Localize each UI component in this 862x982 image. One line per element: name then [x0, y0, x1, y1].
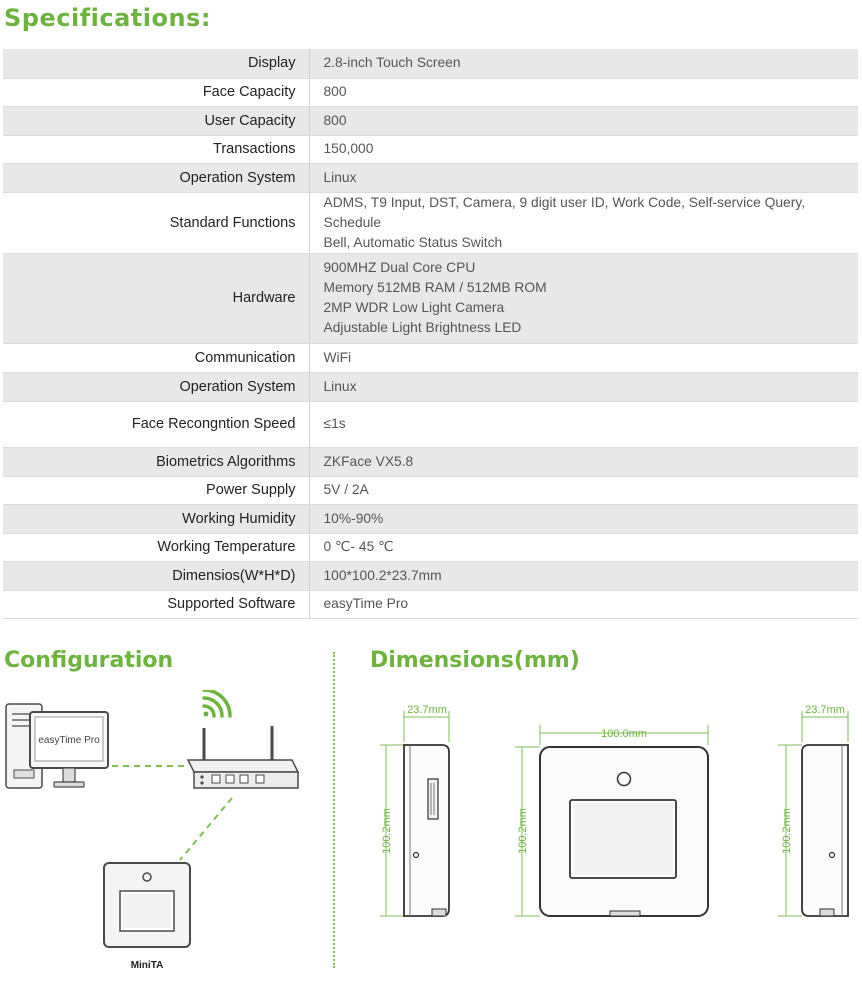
spec-value-line: Linux: [323, 378, 357, 394]
spec-value-line: Adjustable Light Brightness LED: [323, 320, 522, 335]
spec-row: [3, 590, 858, 618]
spec-label: User Capacity: [3, 106, 309, 135]
spec-value: [309, 163, 858, 192]
spec-value: [309, 372, 858, 401]
spec-value-line: 100*100.2*23.7mm: [323, 567, 442, 583]
monitor-software-label: easyTime Pro: [38, 735, 100, 746]
spec-row: [3, 343, 858, 372]
dimensions-diagram: [370, 695, 860, 935]
spec-label: Biometrics Algorithms: [3, 447, 309, 476]
spec-value: [309, 253, 858, 343]
side-view-left: [404, 745, 449, 916]
spec-value-line: 150,000: [323, 141, 374, 156]
spec-label: Face Capacity: [3, 78, 309, 106]
spec-row: [3, 49, 858, 78]
spec-value: [309, 476, 858, 504]
spec-value: [309, 192, 858, 253]
spec-value-line: Memory 512MB RAM / 512MB ROM: [323, 280, 547, 295]
spec-value: [309, 78, 858, 106]
spec-row: [3, 476, 858, 504]
dimensions-heading: Dimensions(mm): [370, 648, 580, 673]
spec-value-line: easyTime Pro: [323, 596, 409, 611]
spec-label: Communication: [3, 343, 309, 372]
section-divider: [333, 652, 335, 968]
spec-value-line: 800: [323, 84, 347, 99]
spec-row: [3, 106, 858, 135]
spec-value-line: 2.8-inch Touch Screen: [323, 55, 461, 71]
router-icon: [188, 726, 298, 788]
spec-value-line: 900MHZ Dual Core CPU: [323, 260, 476, 275]
spec-value-line: 10%-90%: [323, 510, 384, 526]
spec-value: [309, 533, 858, 561]
configuration-diagram: [0, 690, 330, 980]
spec-row: [3, 253, 858, 343]
spec-value: [309, 135, 858, 163]
spec-label: Dimensios(W*H*D): [3, 561, 309, 590]
spec-row: [3, 192, 858, 253]
spec-value: [309, 504, 858, 533]
spec-value-line: 800: [323, 112, 347, 128]
spec-value: [309, 401, 858, 447]
spec-row: [3, 401, 858, 447]
specifications-table: [3, 49, 858, 619]
spec-row: [3, 447, 858, 476]
height-front-label: 100.2mm: [517, 808, 529, 854]
spec-value: [309, 561, 858, 590]
spec-row: [3, 504, 858, 533]
spec-value-line: Bell, Automatic Status Switch: [323, 234, 503, 250]
spec-value-line: ADMS, T9 Input, DST, Camera, 9 digit user ID, Work Code, Self-service Query, Schedule: [323, 194, 806, 230]
spec-label: Operation System: [3, 372, 309, 401]
spec-row: [3, 533, 858, 561]
spec-label: Standard Functions: [3, 192, 309, 253]
device-label: MiniTA: [130, 960, 164, 971]
spec-label: Transactions: [3, 135, 309, 163]
wifi-signal-icon: [204, 690, 231, 717]
spec-label: Hardware: [3, 253, 309, 343]
wireless-link: [180, 798, 232, 860]
spec-label: Display: [3, 49, 309, 78]
front-view: [540, 747, 708, 916]
spec-value-line: 2MP WDR Low Light Camera: [323, 300, 505, 315]
spec-row: [3, 561, 858, 590]
terminal-device-icon: [104, 863, 190, 947]
spec-row: [3, 163, 858, 192]
spec-row: [3, 78, 858, 106]
spec-value: [309, 343, 858, 372]
spec-value-line: 0 ℃- 45 ℃: [323, 539, 394, 554]
height-right-label: 100.2mm: [781, 808, 793, 854]
depth-left-label: 23.7mm: [407, 704, 447, 716]
width-front-label: 100.0mm: [601, 728, 647, 740]
spec-label: Power Supply: [3, 476, 309, 504]
configuration-heading: Configuration: [4, 648, 174, 673]
depth-right-label: 23.7mm: [805, 704, 845, 716]
spec-value: [309, 106, 858, 135]
spec-value: [309, 590, 858, 618]
spec-value-line: 5V / 2A: [323, 482, 369, 497]
spec-label: Face Recongntion Speed: [3, 401, 309, 447]
specifications-heading: Specifications:: [4, 4, 211, 32]
spec-label: Working Humidity: [3, 504, 309, 533]
spec-value: [309, 49, 858, 78]
spec-value: [309, 447, 858, 476]
spec-value-line: ZKFace VX5.8: [323, 453, 414, 469]
spec-label: Operation System: [3, 163, 309, 192]
spec-label: Supported Software: [3, 590, 309, 618]
spec-value-line: ≤1s: [323, 416, 346, 431]
side-view-right: [802, 745, 848, 916]
spec-label: Working Temperature: [3, 533, 309, 561]
spec-value-line: Linux: [323, 169, 357, 185]
spec-row: [3, 135, 858, 163]
height-left-label: 100.2mm: [381, 808, 393, 854]
spec-row: [3, 372, 858, 401]
spec-value-line: WiFi: [323, 349, 352, 365]
